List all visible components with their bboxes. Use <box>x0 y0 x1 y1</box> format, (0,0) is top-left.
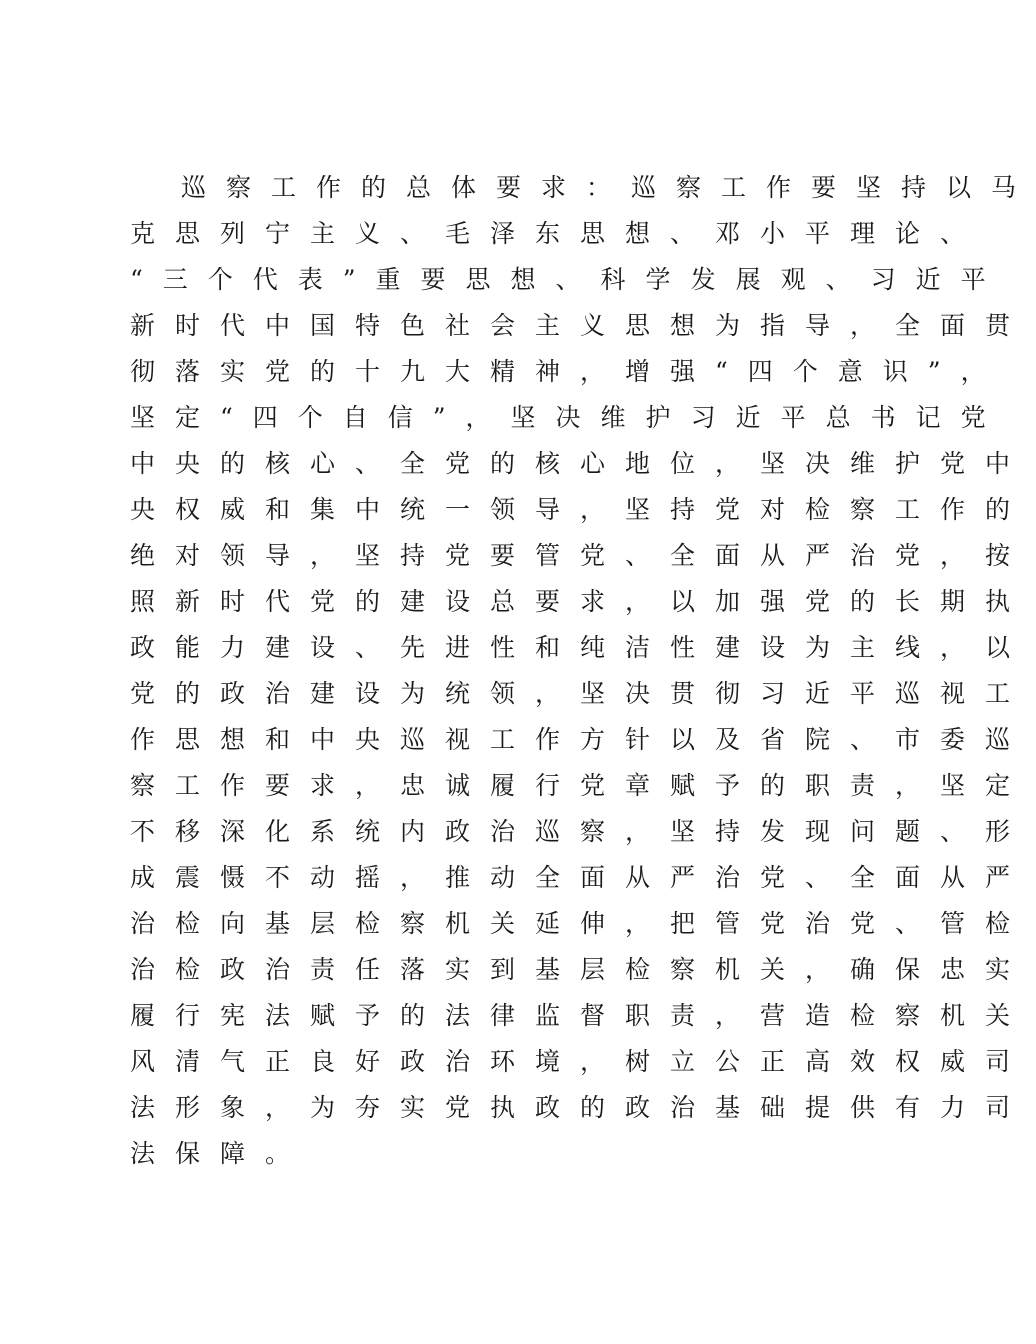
paragraph-line: 坚定“四个自信”，坚决维护习近平总书记党 <box>130 403 1006 432</box>
paragraph-line: 治检向基层检察机关延伸，把管党治党、管检 <box>130 909 1031 938</box>
paragraph-line: “三个代表”重要思想、科学发展观、习近平 <box>130 265 1006 294</box>
paragraph-line: 中央的核心、全党的核心地位，坚决维护党中 <box>130 449 1031 478</box>
paragraph-line: 风清气正良好政治环境，树立公正高效权威司 <box>130 1047 1031 1076</box>
paragraph-line: 履行宪法赋予的法律监督职责，营造检察机关 <box>130 1001 1031 1030</box>
paragraph-line: 克思列宁主义、毛泽东思想、邓小平理论、 <box>130 219 986 248</box>
paragraph-line: 察工作要求，忠诚履行党章赋予的职责，坚定 <box>130 771 1031 800</box>
paragraph-line: 作思想和中央巡视工作方针以及省院、市委巡 <box>130 725 1031 754</box>
paragraph-line: 不移深化系统内政治巡察，坚持发现问题、形 <box>130 817 1031 846</box>
paragraph-line: 成震慑不动摇，推动全面从严治党、全面从严 <box>130 863 1031 892</box>
paragraph-line: 党的政治建设为统领，坚决贯彻习近平巡视工 <box>130 679 1031 708</box>
paragraph-line: 照新时代党的建设总要求，以加强党的长期执 <box>130 587 1031 616</box>
paragraph-line: 巡察工作的总体要求：巡察工作要坚持以马 <box>181 173 1036 202</box>
paragraph-line: 新时代中国特色社会主义思想为指导，全面贯 <box>130 311 1031 340</box>
paragraph-line: 央权威和集中统一领导，坚持党对检察工作的 <box>130 495 1031 524</box>
paragraph-line: 彻落实党的十九大精神，增强“四个意识”， <box>130 357 1006 386</box>
paragraph-line: 法保障。 <box>130 1139 311 1168</box>
paragraph-line: 治检政治责任落实到基层检察机关，确保忠实 <box>130 955 1031 984</box>
paragraph-line: 绝对领导，坚持党要管党、全面从严治党，按 <box>130 541 1031 570</box>
paragraph-line: 政能力建设、先进性和纯洁性建设为主线，以 <box>130 633 1031 662</box>
paragraph-line: 法形象，为夯实党执政的政治基础提供有力司 <box>130 1093 1031 1122</box>
